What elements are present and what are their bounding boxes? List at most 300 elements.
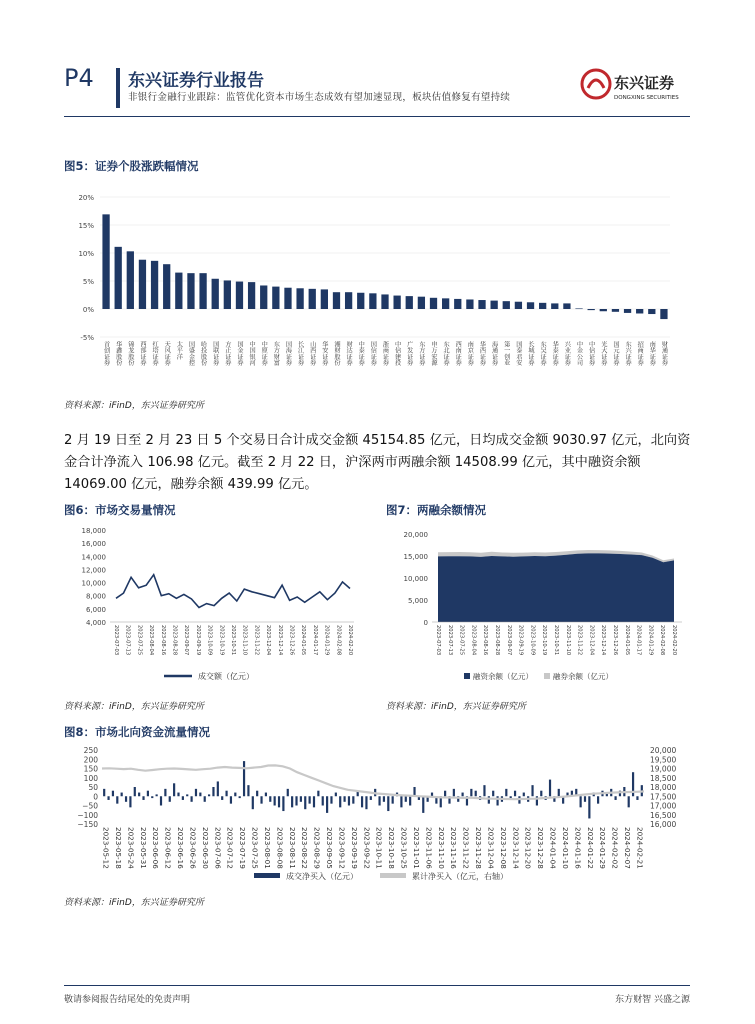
fig8-xtick-label: 2023-07-12 [225, 827, 235, 869]
fig6-xtick-label: 2023-10-09 [206, 625, 213, 656]
fig8-xtick-label: 2023-09-19 [349, 827, 359, 869]
fig5-xtick-label: 光大证券 [599, 341, 607, 366]
fig7-xtick-label: 2023-11-10 [564, 625, 571, 656]
fig8-ytick-label: 150 [83, 764, 98, 774]
fig6-xtick-label: 2023-07-03 [113, 625, 119, 656]
fig8-bar [230, 796, 232, 803]
fig5-xtick-label: 国泰君安 [514, 341, 522, 366]
fig8-bar [265, 793, 267, 797]
fig8-ytick-label: 200 [83, 755, 98, 765]
fig8-ytick-label: −50 [82, 801, 98, 811]
fig5-bar [527, 302, 534, 309]
fig5-bar [406, 296, 413, 309]
fig5-xtick-label: 财达证券 [345, 341, 353, 366]
fig5-bar [296, 288, 303, 309]
fig8-bar [496, 796, 498, 805]
page-number: P4 [64, 64, 94, 92]
fig5-bar [478, 300, 485, 309]
fig8-bar [614, 796, 616, 800]
fig5-chart [64, 185, 684, 385]
fig8-ytick-label: −150 [77, 820, 98, 829]
fig8-bar [256, 791, 258, 797]
fig5-bar [648, 309, 655, 314]
fig7-xtick-label: 2023-11-22 [576, 625, 583, 656]
fig6-ytick-label: 18,000 [81, 527, 106, 535]
report-subtitle: 非银行金融行业跟踪：监管优化资本市场生态成效有望加速显现，板块估值修复有望持续 [128, 92, 511, 103]
fig8-xtick-label: 2023-05-12 [101, 827, 111, 869]
fig5-xtick-label: 东方财富 [272, 341, 280, 366]
fig5-bar [442, 298, 449, 309]
fig7-xtick-label: 2024-02-20 [671, 625, 677, 656]
fig8-xtick-label: 2024-01-29 [598, 827, 608, 869]
fig8-xtick-label: 2023-08-29 [312, 827, 322, 869]
fig8-y2tick-label: 16,500 [650, 810, 677, 820]
fig8-ytick-label: 0 [93, 792, 98, 802]
header-divider-bar [116, 68, 120, 108]
fig8-bar [348, 796, 350, 805]
fig8-bar [558, 789, 560, 796]
fig8-bar [221, 796, 223, 800]
fig8-xtick-label: 2023-08-22 [300, 827, 310, 869]
fig5-bar [575, 308, 582, 309]
fig5-bar [163, 264, 170, 309]
fig6-xtick-label: 2023-08-04 [148, 625, 155, 656]
fig8-xtick-label: 2023-12-08 [498, 827, 508, 869]
fig8-xtick-label: 2023-12-20 [523, 827, 533, 869]
fig8-bar [278, 796, 280, 807]
fig8-bar [628, 796, 630, 807]
fig7-xtick-label: 2024-02-08 [659, 625, 666, 656]
fig7-xtick-label: 2023-07-03 [435, 625, 441, 656]
fig7-ytick-label: 10,000 [403, 575, 428, 583]
fig5-xtick-label: 太平洋 [175, 341, 183, 360]
fig8-ytick-label: 50 [88, 783, 98, 792]
fig5-xtick-label: 山西证券 [308, 341, 316, 366]
fig5-bar [357, 293, 364, 309]
fig8-xtick-label: 2024-01-16 [573, 827, 583, 869]
fig7-ytick-label: 20,000 [403, 531, 428, 539]
fig8-bar [588, 796, 590, 818]
fig5-xtick-label: 国金证券 [235, 341, 243, 366]
fig8-xtick-label: 2024-02-02 [610, 827, 620, 869]
fig5-xtick-label: 东兴证券 [624, 341, 632, 366]
fig8-xtick-label: 2023-06-06 [151, 827, 161, 869]
fig8-xtick-label: 2023-12-14 [511, 827, 521, 869]
fig8-xtick-label: 2023-06-16 [176, 827, 186, 869]
fig8-xtick-label: 2023-11-28 [474, 827, 484, 869]
fig8-bar [335, 793, 337, 797]
fig8-bar [523, 793, 525, 797]
fig8-bar [116, 796, 118, 803]
fig8-bar [204, 796, 206, 802]
fig8-legend-swatch-b [380, 873, 406, 878]
fig8-chart [64, 744, 692, 889]
fig8-ytick-label: −100 [77, 810, 98, 820]
fig6-ytick-label: 12,000 [81, 566, 106, 575]
fig5-xtick-label: 中信建投 [393, 341, 401, 366]
fig7-xtick-label: 2023-08-16 [482, 625, 489, 656]
fig5-bar [454, 299, 461, 309]
fig6-xtick-label: 2024-02-20 [347, 625, 353, 656]
fig8-bar [431, 793, 433, 797]
fig5-xtick-label: 申万宏源 [430, 341, 438, 366]
fig6-ytick-label: 6,000 [85, 605, 106, 614]
fig8-bar [326, 796, 328, 813]
fig8-bar [156, 794, 158, 796]
fig8-xtick-label: 2023-11-06 [424, 827, 434, 869]
fig6-ytick-label: 4,000 [85, 619, 106, 627]
fig8-xtick-label: 2023-08-08 [275, 827, 285, 869]
fig8-bar [182, 796, 184, 800]
fig7-xtick-label: 2023-10-19 [541, 625, 548, 656]
fig5-bar [284, 288, 291, 309]
fig5-xtick-label: 中信证券 [587, 341, 595, 366]
fig8-bar [514, 791, 516, 797]
fig6-xtick-label: 2023-10-31 [230, 625, 236, 656]
fig8-bar [636, 796, 638, 800]
fig6-ytick-label: 14,000 [81, 553, 106, 562]
fig8-y2tick-label: 18,500 [650, 773, 677, 783]
fig5-bar [333, 292, 340, 309]
fig6-xtick-label: 2023-11-22 [253, 625, 260, 656]
fig8-bar [488, 796, 490, 803]
fig8-bar [313, 796, 315, 807]
fig5-bar [539, 303, 546, 309]
fig8-bar [584, 796, 586, 802]
fig5-bar [345, 292, 352, 309]
fig8-bar [580, 796, 582, 807]
fig5-bar [127, 251, 134, 309]
fig5-bar [660, 309, 667, 319]
fig5-bar [321, 289, 328, 309]
fig8-cumulative-line [102, 765, 644, 799]
fig5-xtick-label: 长江证券 [296, 341, 304, 366]
fig5-ytick-label: 20% [78, 194, 94, 202]
fig8-xtick-label: 2023-05-18 [113, 827, 123, 869]
fig5-xtick-label: 中原证券 [260, 341, 268, 366]
fig6-ytick-label: 8,000 [85, 592, 106, 601]
fig6-xtick-label: 2024-01-29 [323, 625, 330, 656]
fig5-xtick-label: 国盛金控 [187, 341, 195, 366]
fig8-xtick-label: 2023-07-25 [250, 827, 260, 869]
fig8-bar [107, 796, 109, 800]
fig5-bar [115, 247, 122, 309]
fig8-xtick-label: 2023-09-22 [362, 827, 372, 869]
fig8-bar [151, 796, 153, 798]
fig8-xtick-label: 2023-06-30 [200, 827, 210, 869]
fig8-bar [540, 791, 542, 797]
fig5-bar [381, 294, 388, 309]
fig6-xtick-label: 2023-12-14 [276, 625, 283, 656]
fig5-bar [199, 273, 206, 309]
fig5-bar [636, 309, 643, 313]
fig8-bar [370, 796, 372, 800]
fig6-series-line [116, 575, 350, 608]
fig8-bar [252, 796, 254, 809]
fig5-xtick-label: 东方证券 [417, 341, 425, 366]
fig5-ytick-label: 0% [82, 306, 94, 314]
fig5-xtick-label: 方正证券 [223, 341, 231, 366]
fig5-xtick-label: 湘财股份 [332, 341, 340, 366]
fig5-bar [260, 285, 267, 309]
fig5-bar [187, 273, 194, 309]
fig5-bar [491, 301, 498, 309]
fig5-xtick-label: 首创证券 [102, 341, 110, 366]
fig5-bar [224, 280, 231, 309]
fig8-bar [422, 796, 424, 813]
fig7-legend-swatch-a [464, 673, 470, 679]
fig6-source: 资料来源：iFinD，东兴证券研究所 [64, 702, 204, 712]
fig8-bar [142, 796, 144, 800]
fig8-bar [483, 785, 485, 796]
fig8-y2tick-label: 17,000 [650, 801, 677, 811]
fig8-bar [444, 791, 446, 797]
fig8-xtick-label: 2023-07-06 [213, 827, 223, 869]
logo-arc-icon [588, 80, 604, 88]
fig8-xtick-label: 2023-11-16 [449, 827, 459, 869]
fig7-xtick-label: 2024-01-17 [635, 625, 642, 656]
fig5-bar [624, 309, 631, 313]
fig6-xtick-label: 2023-11-10 [241, 625, 248, 656]
fig8-xtick-label: 2023-06-12 [163, 827, 173, 869]
fig5-xtick-label: 华西证券 [478, 341, 486, 366]
fig7-xtick-label: 2024-01-29 [647, 625, 654, 656]
fig8-bar [282, 796, 284, 811]
fig5-xtick-label: 长城证券 [527, 341, 535, 366]
fig5-ytick-label: 10% [78, 250, 94, 258]
fig6-ytick-label: 10,000 [81, 579, 106, 588]
fig8-bar [195, 789, 197, 796]
fig8-bar [199, 793, 201, 797]
fig8-bar [322, 796, 324, 805]
fig8-bar [392, 796, 394, 803]
fig8-bar [177, 793, 179, 797]
fig6-ytick-label: 16,000 [81, 540, 106, 549]
fig5-bar [272, 287, 279, 309]
fig8-y2tick-label: 19,000 [650, 764, 677, 774]
fig8-bar [212, 787, 214, 796]
fig8-bar [129, 796, 131, 807]
fig8-bar [208, 794, 210, 796]
fig8-y2tick-label: 18,000 [650, 783, 677, 792]
fig5-xtick-label: 国海证券 [284, 341, 292, 366]
fig7-legend-label-a: 融资余额（亿元） [473, 672, 533, 681]
fig5-bar [175, 273, 182, 309]
fig7-xtick-label: 2023-09-19 [517, 625, 524, 656]
fig5-xtick-label: 海通证券 [490, 341, 498, 366]
fig5-bar [418, 297, 425, 309]
fig8-xtick-label: 2024-01-04 [548, 827, 558, 869]
fig7-xtick-label: 2023-08-28 [494, 625, 500, 656]
fig8-bar [400, 796, 402, 807]
fig7-xtick-label: 2023-10-31 [553, 625, 559, 656]
fig5-title: 图5：证券个股涨跌幅情况 [64, 159, 199, 173]
fig8-y2tick-label: 17,500 [650, 792, 677, 802]
fig5-bar [369, 293, 376, 309]
fig8-bar [234, 793, 236, 797]
fig6-xtick-label: 2023-07-13 [124, 625, 131, 656]
fig7-xtick-label: 2023-08-04 [470, 625, 477, 656]
fig8-bar [287, 789, 289, 796]
fig6-xtick-label: 2024-01-17 [311, 625, 318, 656]
fig7-legend-label-b: 融券余额（亿元） [553, 672, 613, 681]
fig5-xtick-label: 西南证券 [454, 341, 462, 366]
fig8-bar [164, 789, 166, 796]
fig7-xtick-label: 2023-10-09 [529, 625, 536, 656]
fig8-bar [186, 794, 188, 796]
fig6-xtick-label: 2023-09-19 [194, 625, 201, 656]
fig5-bar [102, 214, 109, 309]
fig8-bar [138, 793, 140, 797]
fig8-bar [405, 796, 407, 802]
fig8-xtick-label: 2023-11-10 [436, 827, 446, 869]
fig8-legend-label-b: 累计净买入（亿元，右轴） [412, 872, 508, 881]
fig8-bar [343, 796, 345, 802]
fig7-xtick-label: 2023-12-26 [612, 625, 618, 656]
fig8-bar [112, 791, 114, 797]
fig8-xtick-label: 2024-02-07 [623, 827, 633, 869]
fig8-xtick-label: 2023-06-26 [188, 827, 198, 869]
fig8-bar [409, 796, 411, 805]
fig5-xtick-label: 华泰证券 [551, 341, 559, 366]
fig5-xtick-label: 南京证券 [466, 341, 474, 366]
fig8-xtick-label: 2023-09-05 [325, 827, 335, 869]
fig8-xtick-label: 2023-07-19 [238, 827, 248, 869]
fig8-bar [217, 781, 219, 796]
fig5-bar [236, 282, 243, 309]
fig8-bar [225, 791, 227, 797]
fig5-bar [551, 303, 558, 309]
fig5-bar [600, 309, 607, 311]
fig5-xtick-label: 国信证券 [369, 341, 377, 366]
fig5-bar [151, 261, 158, 309]
fig7-title: 图7：两融余额情况 [386, 503, 487, 517]
fig8-bar [291, 796, 293, 807]
fig5-xtick-label: 红塔证券 [151, 341, 159, 366]
fig5-bar [466, 299, 473, 309]
fig8-bar [330, 796, 332, 803]
fig8-bar [103, 789, 105, 796]
fig8-bar [365, 796, 367, 809]
fig5-source: 资料来源：iFinD，东兴证券研究所 [64, 401, 204, 411]
fig5-ytick-label: -5% [80, 334, 94, 342]
fig8-bar [173, 783, 175, 796]
fig8-xtick-label: 2023-08-11 [287, 827, 297, 869]
fig6-xtick-label: 2023-08-16 [159, 625, 166, 656]
fig8-bar [247, 785, 249, 796]
report-title: 东兴证券行业报告 [128, 71, 264, 91]
fig5-xtick-label: 第一创业 [502, 341, 510, 366]
fig5-xtick-label: 财通证券 [660, 341, 668, 366]
fig6-chart [64, 524, 364, 689]
fig8-y2tick-label: 19,500 [650, 755, 677, 765]
fig8-bar [453, 789, 455, 796]
fig8-bar [339, 796, 341, 807]
fig5-bar [248, 282, 255, 309]
fig7-xtick-label: 2024-01-05 [623, 625, 630, 656]
fig5-ytick-label: 15% [78, 222, 94, 230]
fig8-bar [462, 793, 464, 797]
fig7-area-margin [438, 553, 674, 622]
fig5-xtick-label: 锦龙股份 [126, 341, 134, 366]
fig8-y2tick-label: 16,000 [650, 820, 677, 829]
fig5-bar [212, 279, 219, 309]
fig7-chart [386, 524, 690, 689]
fig7-xtick-label: 2023-07-13 [446, 625, 453, 656]
company-logo [580, 66, 692, 106]
footer-slogan: 东方财智 兴盛之源 [615, 995, 690, 1005]
fig5-xtick-label: 华安证券 [320, 341, 328, 366]
fig5-bar [503, 301, 510, 309]
fig5-xtick-label: 招商证券 [636, 341, 644, 366]
fig6-xtick-label: 2023-08-28 [171, 625, 178, 656]
fig5-bar [430, 298, 437, 309]
fig8-bar [309, 796, 311, 803]
fig6-xtick-label: 2023-09-07 [183, 625, 190, 656]
fig8-title: 图8：市场北向资金流量情况 [64, 725, 211, 739]
logo-text: 东兴证券 [614, 74, 675, 92]
fig6-xtick-label: 2023-07-25 [136, 625, 143, 656]
fig5-bar [515, 302, 522, 309]
fig8-bar [169, 796, 171, 802]
fig8-bar [134, 787, 136, 796]
fig7-xtick-label: 2023-07-25 [458, 625, 465, 656]
fig8-bar [492, 791, 494, 797]
fig5-xtick-label: 西部证券 [138, 341, 146, 366]
fig8-bar [304, 796, 306, 809]
fig8-bar [160, 796, 162, 805]
fig6-xtick-label: 2023-12-04 [265, 625, 272, 656]
fig5-bar [612, 309, 619, 312]
fig8-bar [387, 796, 389, 811]
fig8-xtick-label: 2023-12-04 [486, 827, 496, 869]
fig5-xtick-label: 东吴证券 [539, 341, 547, 366]
fig8-bar [274, 796, 276, 805]
fig7-xtick-label: 2023-12-14 [600, 625, 607, 656]
fig5-xtick-label: 浙商证券 [381, 341, 389, 366]
fig8-xtick-label: 2023-09-12 [337, 827, 347, 869]
fig6-xtick-label: 2024-01-05 [300, 625, 307, 656]
fig8-xtick-label: 2024-01-10 [560, 827, 570, 869]
logo-ring-icon [582, 70, 610, 98]
fig5-xtick-label: 哈投股份 [199, 341, 207, 366]
fig5-xtick-label: 兴业证券 [563, 341, 571, 366]
fig8-bar [531, 785, 533, 796]
fig8-ytick-label: 250 [83, 746, 98, 755]
fig5-xtick-label: 东北证券 [442, 341, 450, 366]
fig8-bar [317, 791, 319, 797]
fig8-source: 资料来源：iFinD，东兴证券研究所 [64, 898, 204, 908]
fig8-legend-label-a: 成交净买入（亿元） [286, 872, 358, 881]
fig5-bar [309, 289, 316, 309]
fig6-title: 图6：市场交易量情况 [64, 503, 176, 517]
fig8-bar [121, 793, 123, 797]
fig5-bar [139, 260, 146, 309]
fig7-xtick-label: 2023-12-04 [588, 625, 595, 656]
fig8-bar [383, 796, 385, 802]
fig6-xtick-label: 2024-02-08 [335, 625, 342, 656]
fig8-bar [361, 796, 363, 807]
summary-paragraph: 2 月 19 日至 2 月 23 日 5 个交易日合计成交金额 45154.85 亿元，日均成交金额 9030.97 亿元，北向资金合计净流入 106.98 亿元。截至 2 月 22 日，沪深两市两融余额 14508.99 亿元，其中融资余额 14069.00 亿元，融券余额 439.99 亿元。 [64, 433, 691, 492]
fig6-xtick-label: 2023-10-19 [218, 625, 225, 656]
fig8-bar [239, 796, 241, 798]
fig5-xtick-label: 中泰证券 [357, 341, 365, 366]
fig8-xtick-label: 2023-05-31 [138, 827, 148, 869]
fig5-ytick-label: 5% [82, 278, 94, 286]
fig5-xtick-label: 中国银河 [248, 341, 256, 366]
fig8-legend-swatch-a [254, 873, 280, 878]
fig6-legend-label: 成交额（亿元） [198, 672, 254, 681]
